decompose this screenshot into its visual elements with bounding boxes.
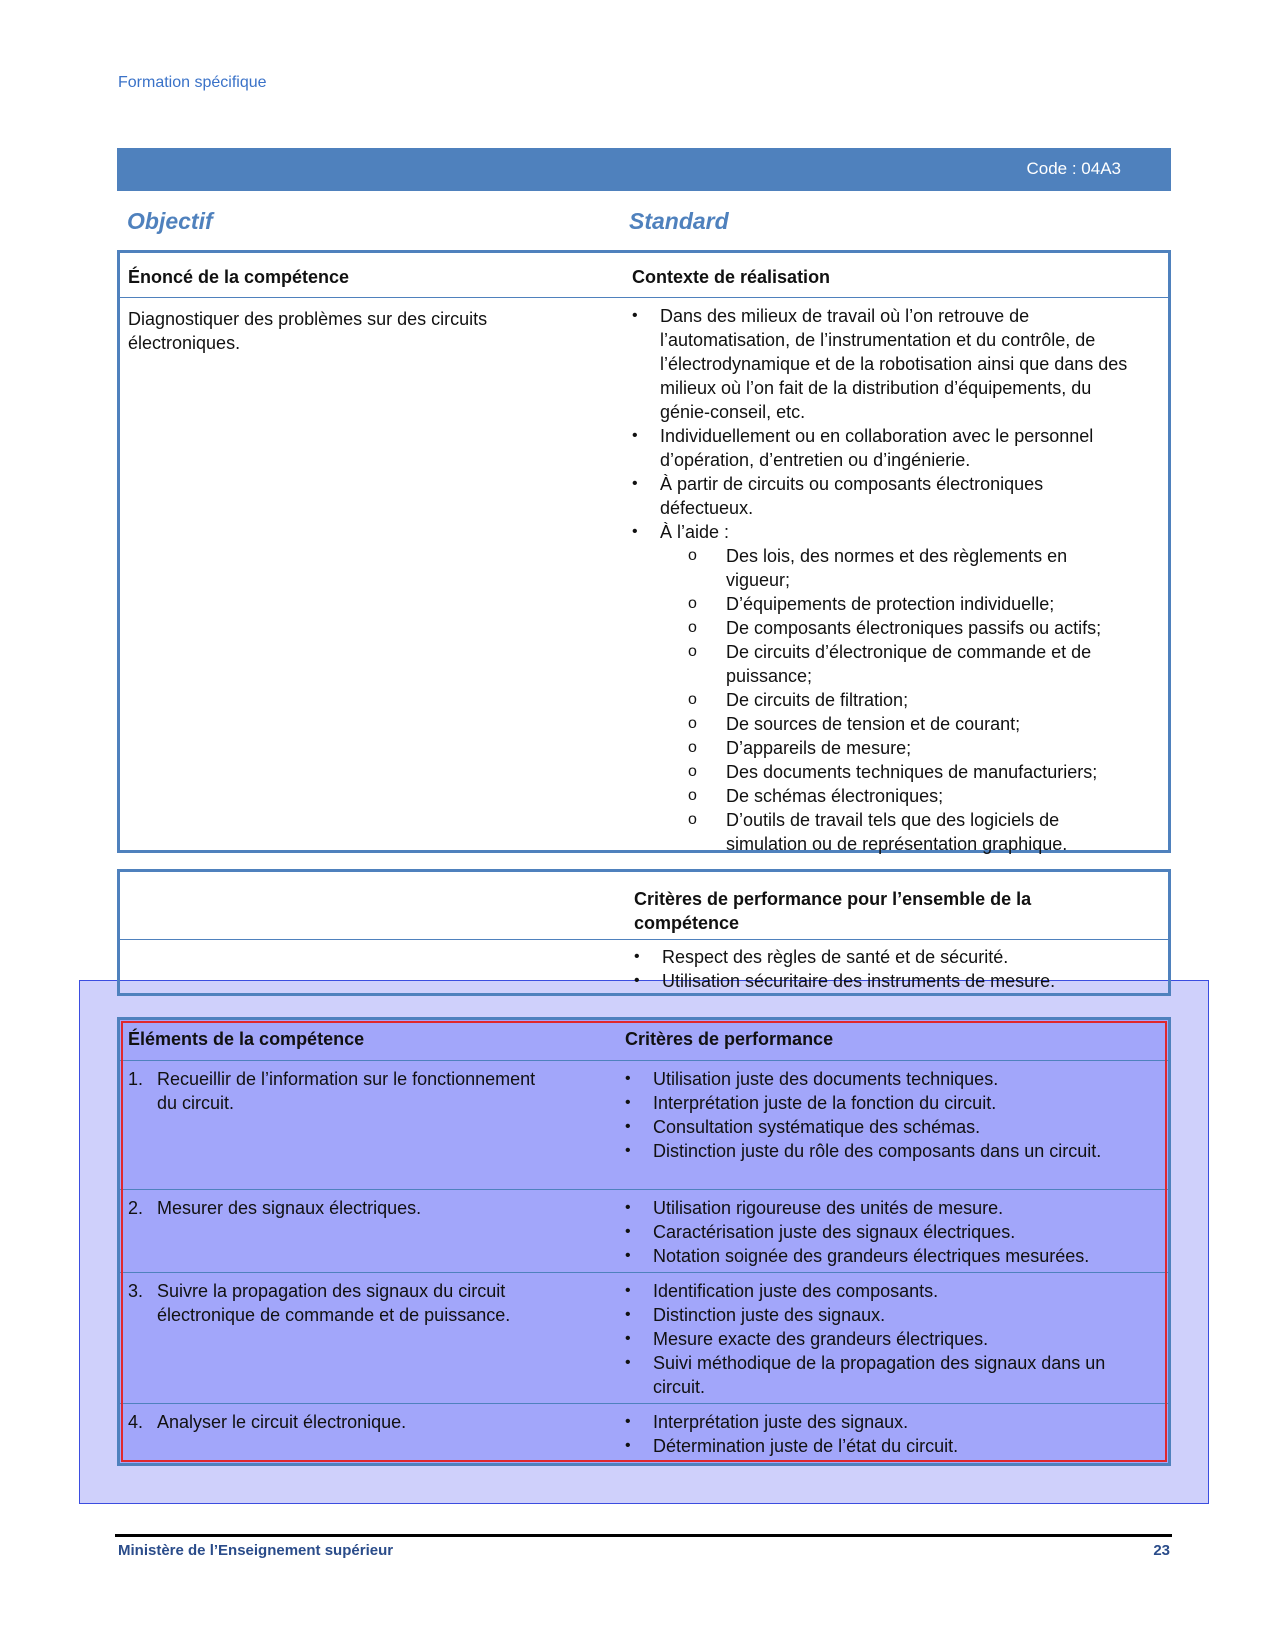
contexte-item: • Individuellement ou en collaboration avec le personnel d’opération, d’entretien ou d’ingénierie.: [632, 424, 1132, 472]
standard-heading: Standard: [629, 208, 729, 234]
critere-item: • Détermination juste de l’état du circuit.: [625, 1434, 1145, 1458]
page-number: 23: [1153, 1542, 1170, 1559]
footer-rule: [115, 1534, 1172, 1537]
aide-item: o De circuits d’électronique de commande et de puissance;: [688, 640, 1132, 688]
enonce-line-1: Diagnostiquer des problèmes sur des circuits: [128, 309, 488, 329]
critere-item: • Suivi méthodique de la propagation des signaux dans un circuit.: [625, 1351, 1145, 1399]
contexte-item: • À partir de circuits ou composants électroniques défectueux.: [632, 472, 1132, 520]
competency-code: Code : 04A3: [1026, 159, 1121, 178]
code-banner: [117, 148, 1171, 191]
critere-item: • Caractérisation juste des signaux électriques.: [625, 1220, 1145, 1244]
critere-item: • Utilisation juste des documents techniques.: [625, 1067, 1105, 1091]
enonce-label: Énoncé de la compétence: [128, 267, 350, 287]
element-text-line-1: Suivre la propagation des signaux du circuit: [157, 1281, 506, 1301]
element-text-line-1: Recueillir de l’information sur le fonctionnement: [157, 1069, 536, 1089]
critere-item: • Interprétation juste des signaux.: [625, 1410, 1145, 1434]
enonce-line-2: électroniques.: [128, 333, 241, 353]
footer-ministry: Ministère de l’Enseignement supérieur: [118, 1542, 394, 1559]
aide-item: o D’outils de travail tels que des logiciels de simulation ou de représentation graphique.: [688, 808, 1132, 856]
contexte-list: [632, 304, 1132, 856]
aide-item: o D’équipements de protection individuelle;: [688, 592, 1132, 616]
aide-item: o D’appareils de mesure;: [688, 736, 1132, 760]
element-text-line-1: Mesurer des signaux électriques.: [157, 1198, 422, 1218]
critere-item: • Respect des règles de santé et de sécurité.: [634, 945, 1154, 969]
table-divider: [120, 939, 1168, 940]
critere-item: • Mesure exacte des grandeurs électriques.: [625, 1327, 1145, 1351]
contexte-item: • Dans des milieux de travail où l’on retrouve de l’automatisation, de l’instrumentation et du contrôle, de l’électrodynamique et de la robotisation ainsi que dans des milieux où l’on fait de la distribution d’équipements, du génie-conseil, etc.: [632, 304, 1132, 424]
contexte-item-label: À l’aide :: [660, 522, 730, 542]
criteres-ensemble-list: [634, 945, 1154, 993]
criteres-ensemble-table: [117, 869, 1171, 996]
competence-table: [117, 250, 1171, 853]
critere-item: • Utilisation rigoureuse des unités de mesure.: [625, 1196, 1145, 1220]
contexte-item: [632, 520, 1132, 856]
critere-item: • Distinction juste des signaux.: [625, 1303, 1145, 1327]
table-divider: [120, 297, 1168, 298]
element-number: 2.: [128, 1198, 144, 1218]
element-text-line-1: Analyser le circuit électronique.: [157, 1412, 407, 1432]
element-number: 4.: [128, 1412, 144, 1432]
aide-item: o De circuits de filtration;: [688, 688, 1132, 712]
objectif-heading: Objectif: [127, 208, 213, 234]
criteres-label: Critères de performance: [625, 1029, 834, 1049]
critere-item: • Identification juste des composants.: [625, 1279, 1145, 1303]
critere-item: • Consultation systématique des schémas.: [625, 1115, 1105, 1139]
critere-item: • Notation soignée des grandeurs électriques mesurées.: [625, 1244, 1145, 1268]
element-number: 1.: [128, 1069, 144, 1089]
aide-item: o Des lois, des normes et des règlements en vigueur;: [688, 544, 1132, 592]
aide-item: o Des documents techniques de manufacturiers;: [688, 760, 1132, 784]
contexte-label: Contexte de réalisation: [632, 267, 831, 287]
critere-item: • Interprétation juste de la fonction du circuit.: [625, 1091, 1105, 1115]
aide-item: o De schémas électroniques;: [688, 784, 1132, 808]
section-title: Formation spécifique: [118, 74, 267, 91]
aide-item: o De composants électroniques passifs ou actifs;: [688, 616, 1132, 640]
aide-list: [660, 544, 1132, 856]
aide-item: o De sources de tension et de courant;: [688, 712, 1132, 736]
elements-label: Éléments de la compétence: [128, 1029, 365, 1049]
critere-item: • Distinction juste du rôle des composants dans un circuit.: [625, 1139, 1105, 1163]
highlight-frame: [121, 1021, 1167, 1462]
element-text-line-2: électronique de commande et de puissance.: [157, 1305, 511, 1325]
critere-item: • Utilisation sécuritaire des instruments de mesure.: [634, 969, 1154, 993]
element-number: 3.: [128, 1281, 144, 1301]
criteres-ensemble-label: Critères de performance pour l’ensemble de la compétence: [634, 889, 1032, 933]
element-text-line-2: du circuit.: [157, 1093, 235, 1113]
